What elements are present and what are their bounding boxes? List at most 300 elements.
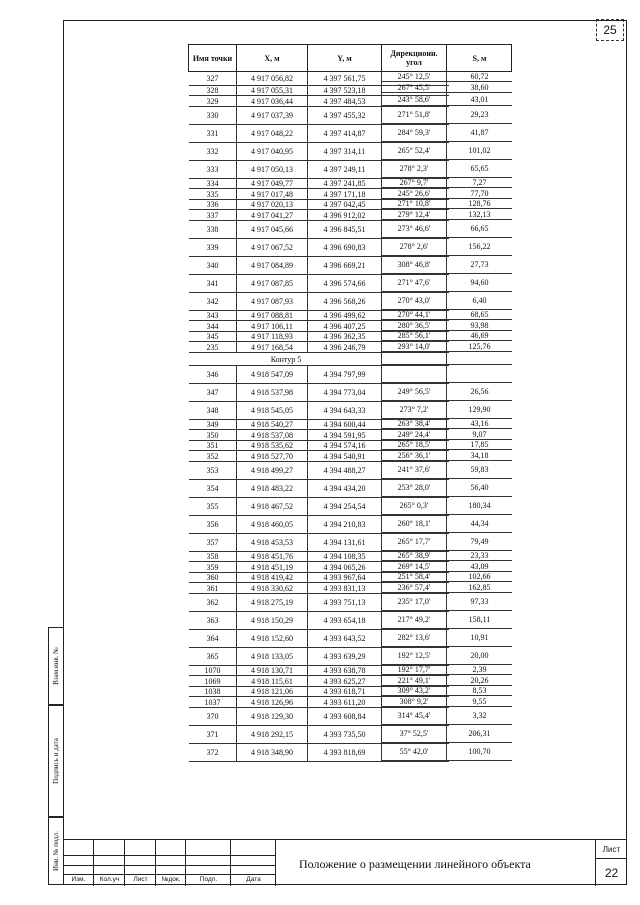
y-cell: 4 394 065,26 xyxy=(308,562,382,572)
x-cell: 4 918 126,96 xyxy=(237,697,308,707)
header-point-name: Имя точки xyxy=(189,45,237,71)
distance-cell: 128,76 xyxy=(468,199,491,208)
y-cell: 4 394 591,95 xyxy=(308,430,382,440)
x-cell: 4 918 115,61 xyxy=(237,676,308,686)
x-cell: 4 918 499,27 xyxy=(237,462,308,479)
segment-row xyxy=(382,72,512,82)
y-cell: 4 396 407,25 xyxy=(308,321,382,331)
sheet-label: Лист xyxy=(596,840,627,859)
point-name-cell: 327 xyxy=(189,72,237,85)
distance-cell: 43,16 xyxy=(470,419,489,428)
distance-cell: 38,60 xyxy=(470,82,489,92)
y-cell: 4 393 818,69 xyxy=(308,744,382,761)
x-cell: 4 917 045,66 xyxy=(237,221,308,238)
y-cell: 4 397 523,18 xyxy=(308,86,382,95)
direction-angle-cell: 245° 12,5' xyxy=(382,72,447,81)
distance-cell xyxy=(447,352,512,364)
segment-row xyxy=(382,256,512,274)
point-name-cell: 350 xyxy=(189,430,237,440)
y-cell: 4 396 669,21 xyxy=(308,257,382,274)
point-name-cell: 342 xyxy=(189,293,237,310)
x-cell: 4 918 130,71 xyxy=(237,666,308,675)
direction-angle-cell: 251° 58,4' xyxy=(382,572,447,581)
direction-angle-cell: 282° 13,6' xyxy=(382,629,447,646)
segment-row xyxy=(382,707,512,725)
point-name-cell: 358 xyxy=(189,552,237,561)
point-name-cell: 365 xyxy=(189,648,237,665)
y-cell: 4 397 455,32 xyxy=(308,107,382,124)
distance-cell: 56,40 xyxy=(470,483,489,492)
direction-angle-cell: 308° 46,8' xyxy=(382,256,447,273)
direction-angle-cell: 249° 56,5' xyxy=(382,383,447,400)
point-name-cell: 347 xyxy=(189,384,237,401)
x-cell: 4 917 118,93 xyxy=(237,332,308,341)
x-cell: 4 917 056,82 xyxy=(237,72,308,85)
sheet-box xyxy=(595,840,627,886)
distance-cell: 20,26 xyxy=(470,675,489,685)
y-cell: 4 397 249,11 xyxy=(308,161,382,178)
y-cell: 4 394 574,16 xyxy=(308,441,382,450)
segment-row xyxy=(382,593,512,611)
direction-angle-cell: 267° 9,7' xyxy=(382,178,447,187)
y-cell: 4 394 600,44 xyxy=(308,420,382,429)
segment-row xyxy=(382,142,512,160)
segment-row xyxy=(382,178,512,188)
segment-row xyxy=(382,124,512,142)
direction-angle-cell: 245° 26,6' xyxy=(382,188,447,198)
segment-row xyxy=(382,199,512,209)
distance-cell: 132,13 xyxy=(468,209,491,219)
y-cell: 4 393 618,71 xyxy=(308,687,382,696)
y-cell: 4 397 241,85 xyxy=(308,179,382,188)
distance-cell: 97,33 xyxy=(470,597,489,606)
y-cell: 4 394 210,83 xyxy=(308,516,382,533)
y-cell: 4 394 488,27 xyxy=(308,462,382,479)
segment-row xyxy=(382,419,512,429)
top-sheet-number: 25 xyxy=(596,19,624,41)
point-name-cell: 338 xyxy=(189,221,237,238)
distance-cell: 8,53 xyxy=(472,686,487,695)
segment-row xyxy=(382,611,512,629)
direction-angle-cell: 265° 0,3' xyxy=(382,497,447,514)
x-cell: 4 918 330,62 xyxy=(237,583,308,593)
y-cell: 4 394 131,61 xyxy=(308,534,382,551)
direction-angle-cell: 55° 42,0' xyxy=(382,743,447,760)
y-cell: 4 396 568,26 xyxy=(308,293,382,310)
side-cell-inventory xyxy=(48,817,63,885)
segment-row xyxy=(382,686,512,696)
distance-cell xyxy=(447,365,512,382)
segment-row xyxy=(382,647,512,665)
direction-angle-cell: 273° 7,2' xyxy=(382,401,447,418)
direction-angle-cell: 253° 28,0' xyxy=(382,479,447,496)
side-cell-replacement xyxy=(48,627,63,705)
tb-row-line xyxy=(63,855,276,856)
x-cell: 4 917 087,93 xyxy=(237,293,308,310)
segment-row xyxy=(382,561,512,572)
distance-cell: 27,73 xyxy=(470,260,489,269)
direction-angle-cell: 309° 43,2' xyxy=(382,686,447,695)
y-cell: 4 394 108,35 xyxy=(308,552,382,561)
x-cell: 4 918 460,05 xyxy=(237,516,308,533)
direction-angle-cell: 265° 38,9' xyxy=(382,551,447,560)
tb-row-line xyxy=(63,865,276,866)
y-cell: 4 397 484,53 xyxy=(308,96,382,106)
x-cell: 4 918 540,27 xyxy=(237,420,308,429)
direction-angle-cell: 192° 17,7' xyxy=(382,665,447,674)
point-name-cell: 329 xyxy=(189,96,237,106)
distance-cell: 29,23 xyxy=(470,110,489,119)
point-name-cell: 351 xyxy=(189,441,237,450)
segment-row xyxy=(382,352,512,365)
x-cell: 4 917 036,44 xyxy=(237,96,308,106)
x-cell: 4 918 537,08 xyxy=(237,430,308,440)
distance-cell: 20,00 xyxy=(470,651,489,660)
direction-angle-cell: 284° 59,3' xyxy=(382,124,447,141)
direction-angle-cell: 271° 51,8' xyxy=(382,106,447,123)
x-cell: 4 918 348,90 xyxy=(237,744,308,761)
segment-row xyxy=(382,551,512,561)
x-cell: 4 918 535,62 xyxy=(237,441,308,450)
y-cell: 4 396 574,66 xyxy=(308,275,382,292)
segment-row xyxy=(382,106,512,124)
direction-angle-cell: 192° 12,5' xyxy=(382,647,447,664)
segment-row xyxy=(382,450,512,461)
y-cell: 4 394 540,91 xyxy=(308,451,382,461)
x-cell: 4 917 017,48 xyxy=(237,189,308,199)
segment-row xyxy=(382,365,512,383)
direction-angle-cell: 249° 24,4' xyxy=(382,429,447,439)
direction-angle-cell: 267° 45,5' xyxy=(382,82,447,92)
x-cell: 4 918 547,09 xyxy=(237,366,308,383)
x-cell: 4 917 049,77 xyxy=(237,179,308,188)
point-name-cell: 354 xyxy=(189,480,237,497)
tb-row-line xyxy=(63,874,276,875)
x-cell: 4 917 067,52 xyxy=(237,239,308,256)
title-block xyxy=(63,839,627,885)
point-name-cell: 356 xyxy=(189,516,237,533)
distance-cell: 101,02 xyxy=(468,146,491,155)
point-name-cell: 337 xyxy=(189,210,237,220)
direction-angle-cell: 243° 58,6' xyxy=(382,93,447,105)
segment-row xyxy=(382,461,512,479)
point-name-cell: 330 xyxy=(189,107,237,124)
point-name-cell: 332 xyxy=(189,143,237,160)
distance-cell: 158,11 xyxy=(468,615,491,624)
segment-row xyxy=(382,160,512,178)
y-cell: 4 397 042,45 xyxy=(308,200,382,209)
contour-label: Контур 5 xyxy=(189,353,382,365)
point-name-cell: 333 xyxy=(189,161,237,178)
direction-angle-cell: 280° 36,5' xyxy=(382,320,447,330)
segment-row xyxy=(382,341,512,352)
distance-cell: 26,56 xyxy=(470,387,489,396)
segment-row xyxy=(382,675,512,686)
x-cell: 4 918 451,19 xyxy=(237,562,308,572)
side-label-replacement: Взам.инв. № xyxy=(52,647,60,685)
segment-row xyxy=(382,188,512,199)
segment-row xyxy=(382,429,512,440)
point-name-cell: 235 xyxy=(189,342,237,352)
segment-row xyxy=(382,725,512,743)
segment-row xyxy=(382,220,512,238)
y-cell: 4 394 797,99 xyxy=(308,366,382,383)
y-cell: 4 393 608,84 xyxy=(308,708,382,725)
y-cell: 4 393 654,18 xyxy=(308,612,382,629)
direction-angle-cell: 279° 12,4' xyxy=(382,209,447,219)
distance-cell: 44,34 xyxy=(470,519,489,528)
y-cell: 4 393 611,20 xyxy=(308,697,382,707)
distance-cell: 23,33 xyxy=(470,551,489,560)
x-cell: 4 917 088,81 xyxy=(237,311,308,320)
distance-cell: 129,90 xyxy=(468,405,491,414)
direction-angle-cell: 273° 46,6' xyxy=(382,220,447,237)
segment-row xyxy=(382,401,512,419)
x-cell: 4 917 037,39 xyxy=(237,107,308,124)
distance-cell: 10,91 xyxy=(470,633,489,642)
segment-row xyxy=(382,383,512,401)
y-cell: 4 393 831,13 xyxy=(308,583,382,593)
point-name-cell: 331 xyxy=(189,125,237,142)
point-name-cell: 362 xyxy=(189,594,237,611)
point-name-cell: 335 xyxy=(189,189,237,199)
point-name-cell: 370 xyxy=(189,708,237,725)
x-cell: 4 918 527,70 xyxy=(237,451,308,461)
point-name-cell: 371 xyxy=(189,726,237,743)
x-cell: 4 917 020,13 xyxy=(237,200,308,209)
tb-label-izm: Изм. xyxy=(71,876,86,883)
point-name-cell: 359 xyxy=(189,562,237,572)
direction-angle-cell: 278° 2,6' xyxy=(382,238,447,255)
distance-cell: 59,83 xyxy=(470,465,489,474)
point-name-cell: 1038 xyxy=(189,687,237,696)
segment-row xyxy=(382,310,512,320)
distance-cell: 162,85 xyxy=(468,582,491,592)
point-name-cell: 1069 xyxy=(189,676,237,686)
direction-angle-cell: 308° 9,2' xyxy=(382,696,447,706)
point-name-cell: 357 xyxy=(189,534,237,551)
point-name-cell: 364 xyxy=(189,630,237,647)
distance-cell: 100,70 xyxy=(468,747,491,756)
y-cell: 4 397 561,75 xyxy=(308,72,382,85)
tb-label-data: Дата xyxy=(246,876,261,883)
y-cell: 4 396 912,02 xyxy=(308,210,382,220)
point-name-cell: 336 xyxy=(189,200,237,209)
direction-angle-cell: 278° 2,3' xyxy=(382,160,447,177)
direction-angle-cell: 265° 17,7' xyxy=(382,533,447,550)
segment-row xyxy=(382,320,512,331)
distance-cell: 77,70 xyxy=(470,188,489,198)
segment-row xyxy=(382,582,512,593)
direction-angle-cell: 293° 14,0' xyxy=(382,341,447,351)
x-cell: 4 918 453,53 xyxy=(237,534,308,551)
distance-cell: 6,40 xyxy=(472,296,487,305)
distance-cell: 206,31 xyxy=(468,729,491,738)
y-cell: 4 397 414,87 xyxy=(308,125,382,142)
tb-label-ndok: №док. xyxy=(161,876,181,883)
y-cell: 4 394 254,54 xyxy=(308,498,382,515)
y-cell: 4 396 246,79 xyxy=(308,342,382,352)
direction-angle-cell: 270° 44,1' xyxy=(382,310,447,319)
y-cell: 4 393 735,50 xyxy=(308,726,382,743)
x-cell: 4 918 133,05 xyxy=(237,648,308,665)
y-cell: 4 396 499,62 xyxy=(308,311,382,320)
point-name-cell: 352 xyxy=(189,451,237,461)
x-cell: 4 917 048,22 xyxy=(237,125,308,142)
segments-column-group xyxy=(382,72,512,761)
y-cell: 4 394 643,33 xyxy=(308,402,382,419)
table-header xyxy=(189,45,511,72)
x-cell: 4 917 168,54 xyxy=(237,342,308,352)
segment-row xyxy=(382,238,512,256)
segment-row xyxy=(382,274,512,292)
side-cell-signature xyxy=(48,705,63,817)
point-name-cell: 1037 xyxy=(189,697,237,707)
document-title: Положение о размещении линейного объекта xyxy=(299,857,531,871)
segment-row xyxy=(382,533,512,551)
distance-cell: 65,65 xyxy=(470,164,489,173)
x-cell: 4 917 106,11 xyxy=(237,321,308,331)
point-name-cell: 328 xyxy=(189,86,237,95)
distance-cell: 46,69 xyxy=(470,331,489,340)
tb-label-list: Лист xyxy=(133,876,148,883)
segment-row xyxy=(382,515,512,533)
direction-angle-cell: 285° 56,1' xyxy=(382,331,447,340)
x-cell: 4 918 467,52 xyxy=(237,498,308,515)
header-y: Y, м xyxy=(308,45,382,71)
x-cell: 4 917 055,31 xyxy=(237,86,308,95)
x-cell: 4 918 537,98 xyxy=(237,384,308,401)
segment-row xyxy=(382,572,512,582)
segment-row xyxy=(382,629,512,647)
side-label-signature: Подпись и дата xyxy=(52,738,60,784)
direction-angle-cell: 271° 47,6' xyxy=(382,274,447,291)
point-name-cell: 372 xyxy=(189,744,237,761)
distance-cell: 94,60 xyxy=(470,278,489,287)
direction-angle-cell: 263° 38,4' xyxy=(382,419,447,428)
x-cell: 4 918 121,06 xyxy=(237,687,308,696)
header-distance: S, м xyxy=(472,53,487,63)
y-cell: 4 397 171,18 xyxy=(308,189,382,199)
segment-row xyxy=(382,292,512,310)
point-name-cell: 361 xyxy=(189,583,237,593)
y-cell: 4 396 690,83 xyxy=(308,239,382,256)
direction-angle-cell: 236° 57,4' xyxy=(382,582,447,592)
point-name-cell: 363 xyxy=(189,612,237,629)
x-cell: 4 917 084,89 xyxy=(237,257,308,274)
direction-angle-cell: 265° 18,5' xyxy=(382,440,447,449)
direction-angle-cell xyxy=(382,365,447,382)
point-name-cell: 344 xyxy=(189,321,237,331)
header-direction-angle: Дирекционн. угол xyxy=(382,45,447,71)
distance-cell: 180,34 xyxy=(468,501,491,510)
distance-cell: 9,07 xyxy=(472,429,487,439)
x-cell: 4 918 292,15 xyxy=(237,726,308,743)
x-cell: 4 918 451,76 xyxy=(237,552,308,561)
y-cell: 4 393 639,29 xyxy=(308,648,382,665)
point-name-cell: 343 xyxy=(189,311,237,320)
point-name-cell: 355 xyxy=(189,498,237,515)
direction-angle-cell: 235° 17,0' xyxy=(382,593,447,610)
point-name-cell: 339 xyxy=(189,239,237,256)
y-cell: 4 394 773,04 xyxy=(308,384,382,401)
y-cell: 4 396 845,51 xyxy=(308,221,382,238)
segment-row xyxy=(382,440,512,450)
point-name-cell: 1070 xyxy=(189,666,237,675)
x-cell: 4 918 545,05 xyxy=(237,402,308,419)
tb-label-podp: Подп. xyxy=(199,876,218,883)
point-name-cell: 345 xyxy=(189,332,237,341)
distance-cell: 93,98 xyxy=(470,320,489,330)
segment-row xyxy=(382,696,512,707)
distance-cell: 43,01 xyxy=(470,94,489,104)
x-cell: 4 917 050,13 xyxy=(237,161,308,178)
side-label-inventory: Инв. № подл. xyxy=(52,831,60,871)
coordinates-table xyxy=(188,44,512,757)
direction-angle-cell: 260° 18,1' xyxy=(382,515,447,532)
x-cell: 4 917 041,27 xyxy=(237,210,308,220)
point-name-cell: 360 xyxy=(189,573,237,582)
y-cell: 4 394 434,20 xyxy=(308,480,382,497)
point-name-cell: 340 xyxy=(189,257,237,274)
y-cell: 4 393 967,64 xyxy=(308,573,382,582)
direction-angle-cell: 265° 52,4' xyxy=(382,142,447,159)
x-cell: 4 918 419,42 xyxy=(237,573,308,582)
distance-cell: 79,49 xyxy=(470,537,489,546)
header-x: X, м xyxy=(237,45,308,71)
y-cell: 4 396 362,35 xyxy=(308,332,382,341)
distance-cell: 3,32 xyxy=(472,711,487,720)
x-cell: 4 918 150,29 xyxy=(237,612,308,629)
distance-cell: 9,55 xyxy=(472,696,487,706)
direction-angle-cell: 271° 10,8' xyxy=(382,199,447,208)
point-name-cell: 349 xyxy=(189,420,237,429)
segment-row xyxy=(382,82,512,93)
y-cell: 4 393 643,52 xyxy=(308,630,382,647)
point-name-cell: 353 xyxy=(189,462,237,479)
x-cell: 4 918 152,60 xyxy=(237,630,308,647)
point-name-cell: 334 xyxy=(189,179,237,188)
distance-cell: 60,72 xyxy=(470,72,489,81)
distance-cell: 68,65 xyxy=(470,310,489,319)
distance-cell: 156,22 xyxy=(468,242,491,251)
distance-cell: 7,27 xyxy=(472,178,487,187)
distance-cell: 66,65 xyxy=(470,224,489,233)
segment-row xyxy=(382,665,512,675)
direction-angle-cell: 270° 43,0' xyxy=(382,292,447,309)
distance-cell: 125,76 xyxy=(468,341,491,351)
x-cell: 4 918 129,30 xyxy=(237,708,308,725)
segment-row xyxy=(382,743,512,761)
y-cell: 4 393 625,27 xyxy=(308,676,382,686)
sheet-value: 22 xyxy=(604,865,619,880)
direction-angle-cell: 221° 49,1' xyxy=(382,675,447,685)
direction-angle-cell: 217° 49,2' xyxy=(382,611,447,628)
x-cell: 4 918 483,22 xyxy=(237,480,308,497)
y-cell: 4 393 638,78 xyxy=(308,666,382,675)
distance-cell: 34,18 xyxy=(470,450,489,460)
segment-row xyxy=(382,331,512,341)
point-name-cell: 348 xyxy=(189,402,237,419)
distance-cell: 102,66 xyxy=(468,572,491,581)
direction-angle-cell: 314° 45,4' xyxy=(382,707,447,724)
y-cell: 4 393 751,13 xyxy=(308,594,382,611)
direction-angle-cell: 37° 52,5' xyxy=(382,725,447,742)
segment-row xyxy=(382,497,512,515)
y-cell: 4 397 314,11 xyxy=(308,143,382,160)
point-name-cell: 341 xyxy=(189,275,237,292)
distance-cell: 41,87 xyxy=(470,128,489,137)
